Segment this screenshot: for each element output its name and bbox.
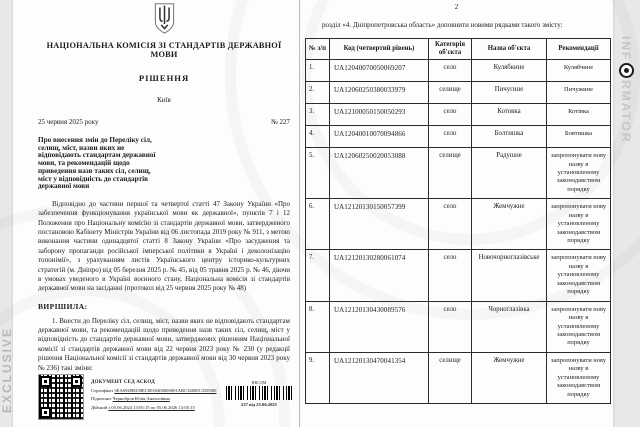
cell-code: UA12120130150057399 xyxy=(330,199,429,250)
barcode xyxy=(226,386,292,400)
cell-recommendation: Котівка xyxy=(547,104,611,126)
signature-validity: Дійсний з 05.06.2024 13:05:15 по 05.06.2026 13:05:15 xyxy=(91,404,195,410)
table-row xyxy=(306,148,611,199)
table-row xyxy=(306,301,611,352)
renames-table-body xyxy=(306,60,611,404)
watermark-exclusive-text: EXCLUSIVE xyxy=(0,326,14,413)
watermark-informator xyxy=(613,36,639,144)
cell-category: село xyxy=(429,126,472,148)
renames-table xyxy=(305,38,611,404)
watermark-informator-text-bottom: RMATOR xyxy=(619,80,633,144)
cell-recommendation: запропонувати нову назву в установленому законодавством порядку xyxy=(547,199,611,250)
cell-num: 9. xyxy=(306,352,330,403)
cell-code: UA12120130470041354 xyxy=(330,352,429,403)
resolved-heading: ВИРІШИЛА: xyxy=(38,301,88,311)
table-row xyxy=(306,250,611,301)
table-row xyxy=(306,82,611,104)
renames-table-header xyxy=(306,39,611,60)
signature-signer: Підписант Чернобров Юлія Анатоліївна xyxy=(91,396,170,402)
digital-signature-block xyxy=(38,374,292,420)
cell-recommendation: Бовтишка xyxy=(547,126,611,148)
header-num: № з/п xyxy=(306,39,330,60)
cell-name: Пичугине xyxy=(472,82,547,104)
cell-num: 5. xyxy=(306,148,330,199)
document-number: № 227 xyxy=(271,118,290,126)
cell-category: селище xyxy=(429,352,472,403)
cell-recommendation: запропонувати нову назву в установленому законодавством порядку xyxy=(547,301,611,352)
cell-name: Болтишка xyxy=(472,126,547,148)
informator-logo-icon xyxy=(619,63,634,78)
header-recommendation: Рекомендації xyxy=(547,39,611,60)
cell-category: село xyxy=(429,104,472,126)
cell-category: селище xyxy=(429,148,472,199)
table-row xyxy=(306,104,611,126)
page-number: 2 xyxy=(454,3,459,11)
document-page-1 xyxy=(13,0,300,427)
cell-code: UA12040010070094866 xyxy=(330,126,429,148)
header-name: Назва об'єкта xyxy=(472,39,547,60)
cell-num: 7. xyxy=(306,250,330,301)
cell-name: Жемчужне xyxy=(472,352,547,403)
table-row xyxy=(306,126,611,148)
cell-category: село xyxy=(429,250,472,301)
document-page-2 xyxy=(300,0,613,427)
date-number-row xyxy=(38,118,290,126)
qr-finder-icon xyxy=(71,376,82,387)
cell-name: Котовка xyxy=(472,104,547,126)
document-subject: Про внесення змін до Переліку сіл, селищ, міст, назви яких не відповідають стандартам державної мови, та рекомендацій щодо приведення назв таких сіл, селищ, міст у відповідність до стандартів державної мови xyxy=(38,136,156,191)
cell-num: 2. xyxy=(306,82,330,104)
table-intro-paragraph: розділ «4. Дніпропетровська область» доповнити новими рядками такого змісту: xyxy=(322,21,563,29)
document-type-heading: РІШЕННЯ xyxy=(138,73,190,83)
cell-name: Радушне xyxy=(472,148,547,199)
cell-code: UA12120130430089576 xyxy=(330,301,429,352)
signature-certificate: Сертифікат 3EA6928B358EC0030400000001ABC34000C35D500 xyxy=(91,388,217,393)
cell-recommendation: Пичужине xyxy=(547,82,611,104)
cell-category: селище xyxy=(429,82,472,104)
cell-code: UA12040070050069207 xyxy=(330,60,429,82)
cell-name: Кулябкине xyxy=(472,60,547,82)
qr-finder-icon xyxy=(40,376,51,387)
barcode-caption: 227 від 25.06.2025 xyxy=(241,402,277,407)
cell-recommendation: запропонувати нову назву в установленому законодавством порядку xyxy=(547,250,611,301)
cell-recommendation: запропонувати нову назву в установленому законодавством порядку xyxy=(547,148,611,199)
cell-name: Чорноглазівка xyxy=(472,301,547,352)
cell-num: 8. xyxy=(306,301,330,352)
cell-code: UA12120130280061074 xyxy=(330,250,429,301)
cell-recommendation: запропонувати нову назву в установленому законодавством порядку xyxy=(547,352,611,403)
cell-recommendation: Кулябчине xyxy=(547,60,611,82)
cell-num: 6. xyxy=(306,199,330,250)
preamble-paragraph: Відповідно до частини першої та четвертої статті 47 Закону України «Про забезпечення функціонування української мови як державної», пунктів 7 і 12 Положення про Національну комісію зі стандартів державної мови, затвердженого постановою Кабінету Міністрів України від 06 листопада 2019 року № 911, з метою виконання частини одинадцятої статті 8 Закону України «Про засудження та заборону пропаганди російської імперської політики в Україні і деколонізацію топонімії», з урахуванням листів Українського центру історико-культурних стратегій (м. Дніпро) від 05 березня 2025 р. № 45, від 05 травня 2025 р. № 46, діючи в умовах уведеного в Україні воєнного стану, Національна комісія зі стандартів державної мови на засіданні (протокол від 25 червня 2025 року № 48) xyxy=(38,199,290,293)
document-city: Київ xyxy=(157,96,171,104)
watermark-exclusive xyxy=(0,248,15,413)
cell-category: село xyxy=(429,60,472,82)
document-date: 25 червня 2025 року xyxy=(38,118,99,126)
cell-code: UA12100050150050293 xyxy=(330,104,429,126)
org-name: НАЦІОНАЛЬНА КОМІСІЯ ЗІ СТАНДАРТІВ ДЕРЖАВНОЇ МОВИ xyxy=(46,41,282,59)
document-pages xyxy=(13,0,613,427)
cell-category: село xyxy=(429,199,472,250)
cell-code: UA12060250380033979 xyxy=(330,82,429,104)
cell-name: Новочорноглазівське xyxy=(472,250,547,301)
cell-num: 1. xyxy=(306,60,330,82)
resolved-item-1: 1. Внести до Переліку сіл, селищ, міст, назви яких не відповідають стандартам державної мови, та рекомендацій щодо приведення назв таких сіл, селищ, міст у відповідність до стандартів державної мови, затверджених рішенням Національної комісії зі стандартів державної мови від 22 червня 2023 року № 230 (у редакції рішення Національної комісії зі стандартів державної мови від 30 червня 2023 року № 236) такі зміни: xyxy=(38,316,290,372)
qr-finder-icon xyxy=(40,407,51,418)
signature-system: ДОКУМЕНТ СЕД АСКОД xyxy=(91,380,155,385)
table-row xyxy=(306,60,611,82)
qr-code xyxy=(38,374,84,420)
signature-details xyxy=(91,374,219,412)
cell-num: 3. xyxy=(306,104,330,126)
cell-num: 4. xyxy=(306,126,330,148)
registration-barcode-block xyxy=(226,374,292,407)
header-code: Код (четвертий рівень) xyxy=(330,39,429,60)
cell-code: UA12060250020053088 xyxy=(330,148,429,199)
ukraine-trident-emblem-icon xyxy=(38,2,290,35)
cell-name: Жемчужне xyxy=(472,199,547,250)
table-row xyxy=(306,352,611,403)
cell-category: село xyxy=(429,301,472,352)
header-category: Категорія об'єкта xyxy=(429,39,472,60)
barcode-label: НКСДМ xyxy=(251,380,267,385)
table-row xyxy=(306,199,611,250)
watermark-informator-text-top: INF xyxy=(619,36,633,62)
